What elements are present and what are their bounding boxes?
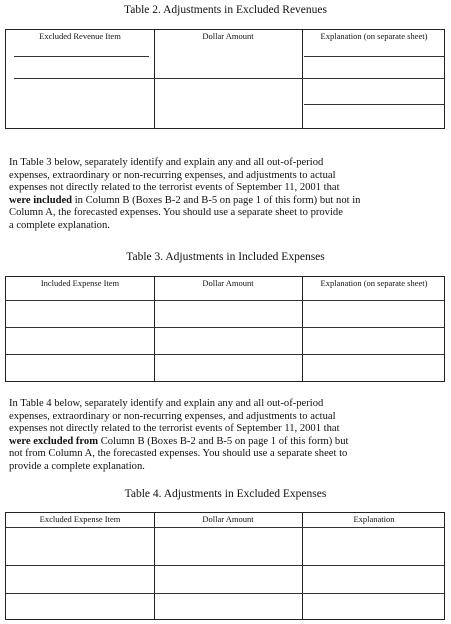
paragraph-text: in Column B (Boxes B-2 and B-5 on page 1 of this form) but not in — [72, 194, 361, 206]
table2-row-line — [14, 78, 444, 79]
table3 — [5, 276, 445, 382]
table2-title: Table 2. Adjustments in Excluded Revenues — [124, 4, 327, 16]
table3-divider — [154, 277, 155, 381]
table3-instructions — [9, 157, 449, 233]
table2-header-item: Excluded Revenue Item — [39, 31, 121, 41]
table2-row-line — [14, 56, 149, 57]
table4-divider — [302, 513, 303, 619]
table2 — [5, 29, 445, 129]
paragraph-line: In Table 3 below, separately identify and explain any and all out-of-period — [9, 157, 324, 168]
paragraph-line: a complete explanation. — [9, 219, 110, 231]
paragraph-line — [9, 195, 449, 208]
table4-title: Table 4. Adjustments in Excluded Expenses — [124, 488, 327, 500]
table4-header-item: Excluded Expense Item — [39, 514, 121, 524]
table2-row-line — [304, 104, 444, 105]
table3-title: Table 3. Adjustments in Included Expenses — [126, 251, 325, 263]
paragraph-line: provide a complete explanation. — [9, 460, 145, 472]
table4-row-line — [6, 593, 444, 594]
table2-header-explanation: Explanation (on separate sheet) — [320, 31, 428, 41]
table2-header-amount: Dollar Amount — [202, 31, 254, 41]
table3-header-amount: Dollar Amount — [202, 278, 254, 288]
table4-row-line — [6, 527, 444, 528]
emphasis-text: were included — [9, 194, 73, 206]
paragraph-line — [9, 436, 449, 449]
paragraph-line: expenses, extraordinary or non-recurring expenses, and adjustments to actual — [9, 410, 336, 422]
table4 — [5, 512, 445, 620]
table4-divider — [154, 513, 155, 619]
paragraph-line: expenses, extraordinary or non-recurring expenses, and adjustments to actual — [9, 169, 336, 181]
table2-divider — [302, 30, 303, 128]
table3-header-item: Included Expense Item — [40, 278, 120, 288]
paragraph-line: Column A, the forecasted expenses. You should use a separate sheet to provide — [9, 207, 343, 219]
table3-row-line — [6, 327, 444, 328]
table3-header-explanation: Explanation (on separate sheet) — [320, 278, 428, 288]
table3-row-line — [6, 354, 444, 355]
table4-row-line — [6, 565, 444, 566]
table4-header-amount: Dollar Amount — [202, 514, 254, 524]
paragraph-line: not from Column A, the forecasted expenses. You should use a separate sheet to — [9, 448, 348, 460]
emphasis-text: were excluded from — [9, 435, 99, 447]
paragraph-text: Column B (Boxes B-2 and B-5 on page 1 of this form) but — [98, 435, 349, 447]
table4-header-explanation: Explanation — [353, 514, 395, 524]
table3-row-line — [6, 300, 444, 301]
table3-divider — [302, 277, 303, 381]
paragraph-line: In Table 4 below, separately identify and explain any and all out-of-period — [9, 398, 324, 409]
paragraph-line: expenses not directly related to the terrorist events of September 11, 2001 that — [9, 182, 340, 194]
table2-divider — [154, 30, 155, 128]
table4-instructions — [9, 398, 449, 474]
paragraph-line: expenses not directly related to the terrorist events of September 11, 2001 that — [9, 423, 340, 435]
table2-row-line — [304, 56, 444, 57]
